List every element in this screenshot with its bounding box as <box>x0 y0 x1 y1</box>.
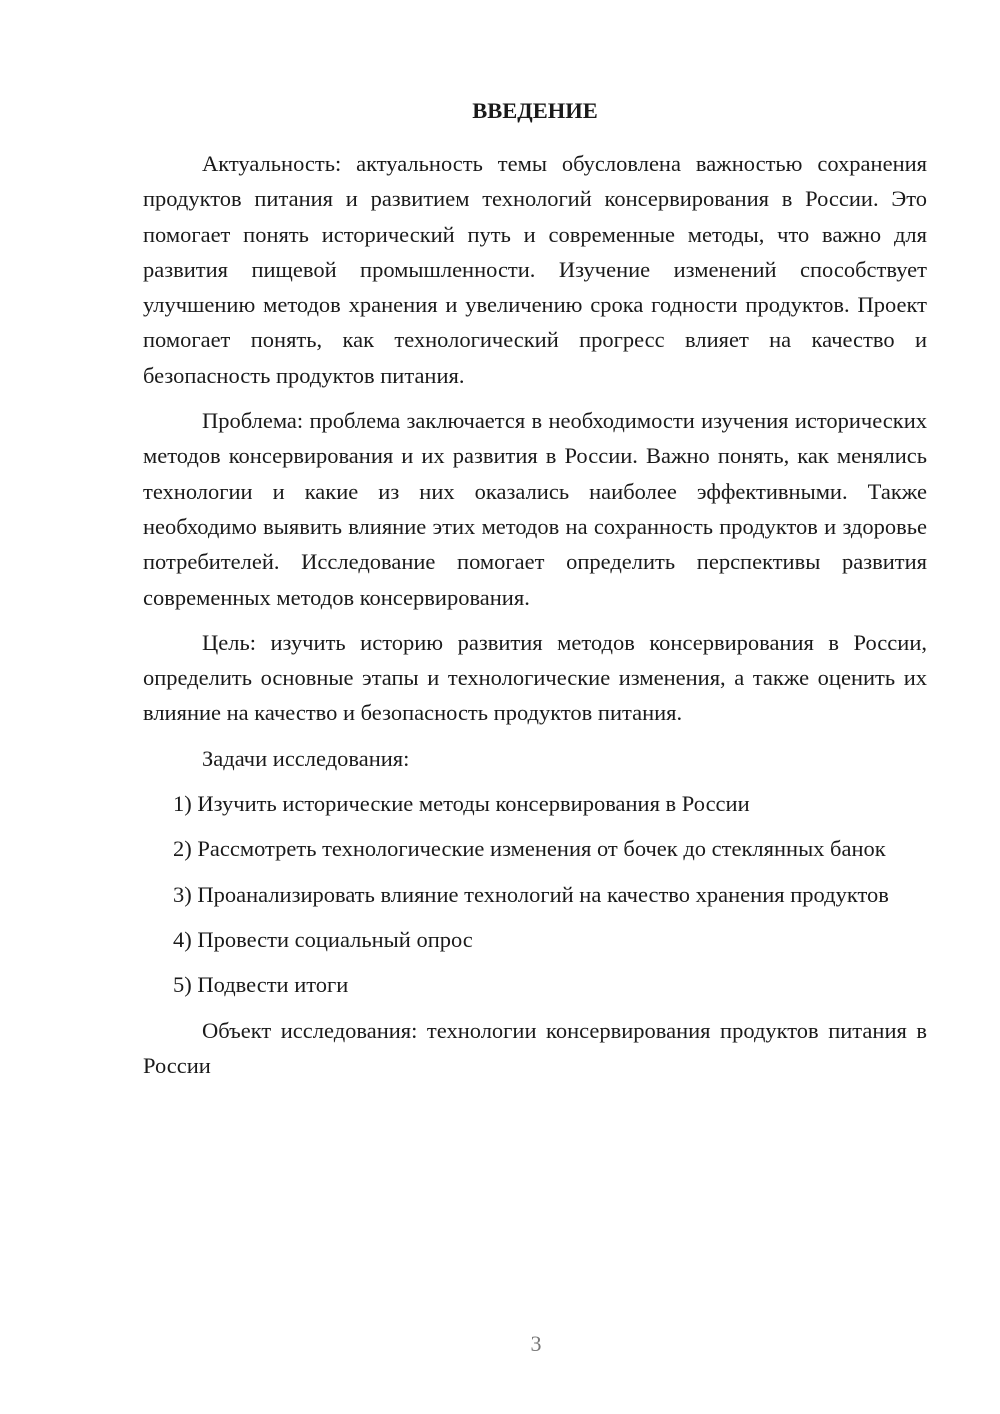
list-item: 1) Изучить исторические методы консервирования в России <box>173 791 750 817</box>
relevance-paragraph: Актуальность: актуальность темы обусловлена важностью сохранения продуктов питания и развитием технологий консервирования в России. Это помогает понять исторический путь и современные методы, что важно для развития пищевой промышленности. Изучение изменений способствует улучшению методов хранения и увеличению срока годности продуктов. Проект помогает понять, как технологический прогресс влияет на качество и безопасность продуктов питания. <box>143 151 927 388</box>
list-item: 4) Провести социальный опрос <box>173 926 473 952</box>
object-paragraph: Объект исследования: технологии консервирования продуктов питания в России <box>143 1017 927 1078</box>
list-item: 3) Проанализировать влияние технологий на качество хранения продуктов <box>173 881 889 907</box>
tasks-title: Задачи исследования: <box>202 745 410 771</box>
document-body <box>143 96 927 1093</box>
tasks-list <box>143 786 927 1002</box>
list-item: 5) Подвести итоги <box>173 972 349 998</box>
list-item: 2) Рассмотреть технологические изменения от бочек до стеклянных банок <box>173 836 886 862</box>
section-heading: ВВЕДЕНИЕ <box>472 98 598 123</box>
goal-paragraph: Цель: изучить историю развития методов консервирования в России, определить основные этапы и технологические изменения, а также оценить их влияние на качество и безопасность продуктов питания. <box>143 629 927 726</box>
problem-paragraph: Проблема: проблема заключается в необходимости изучения исторических методов консервирования и их развития в России. Важно понять, как менялись технологии и какие из них оказались наиболее эффективными. Также необходимо выявить влияние этих методов на сохранность продуктов и здоровье потребителей. Исследование помогает определить перспективы развития современных методов консервирования. <box>143 408 927 610</box>
page-number: 3 <box>530 1331 542 1356</box>
